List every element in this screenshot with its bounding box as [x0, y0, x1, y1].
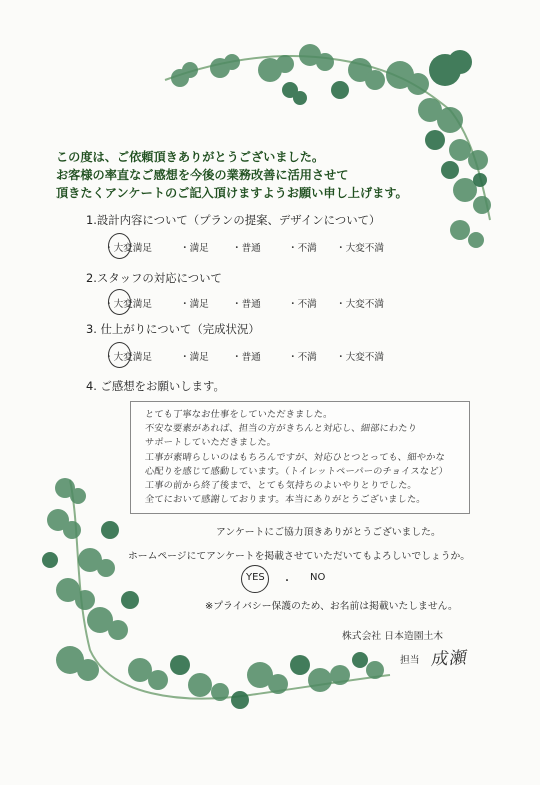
option-very-dissatisfied[interactable]: ・大変不満 [336, 243, 384, 254]
intro-line-1: この度は、ご依頼頂きありがとうございました。 [56, 150, 325, 164]
yes-label: YES [246, 572, 265, 583]
option-label: ・大変満足 [104, 299, 152, 310]
comment-line: サポートしていただきました。 [144, 437, 277, 448]
option-label: ・大変満足 [104, 352, 152, 363]
comment-line: 工事が素晴らしいのはもちろんですが、対応ひとつとっても、細やかな [144, 452, 446, 463]
intro-line-2: お客様の率直なご感想を今後の業務改善に活用させて [56, 168, 349, 182]
option-satisfied[interactable]: ・満足 [180, 352, 209, 363]
question-1-options [104, 240, 406, 254]
option-very-satisfied[interactable] [104, 240, 180, 254]
selection-circle [108, 342, 131, 368]
question-2-options [104, 296, 406, 310]
option-very-dissatisfied[interactable]: ・大変不満 [336, 352, 384, 363]
question-3-options [104, 349, 406, 363]
yes-option[interactable] [246, 572, 282, 587]
comment-line: 工事の前から終了後まで、とても気持ちのよいやりとりでした。 [144, 480, 418, 491]
selection-circle [108, 233, 131, 259]
homepage-permission-question: ホームページにてアンケートを掲載させていただいてもよろしいでしょうか。 [128, 551, 471, 562]
comment-line: とても丁寧なお仕事をしていただきました。 [144, 409, 334, 420]
question-3-label: 3. 仕上がりについて（完成状況） [86, 322, 260, 336]
thanks-message: アンケートにご協力頂きありがとうございました。 [216, 527, 441, 538]
question-4-label: 4. ご感想をお願いします。 [86, 379, 225, 393]
intro-message [56, 148, 456, 202]
option-dissatisfied[interactable]: ・不満 [288, 299, 317, 310]
privacy-note: ※プライバシー保護のため、お名前は掲載いたしません。 [205, 601, 458, 612]
question-2-label: 2.スタッフの対応について [86, 271, 222, 285]
option-satisfied[interactable]: ・満足 [180, 299, 209, 310]
option-very-satisfied[interactable] [104, 296, 180, 310]
option-satisfied[interactable]: ・満足 [180, 243, 209, 254]
comment-line: 不安な要素があれば、担当の方がきちんと対応し、細部にわたり [144, 423, 418, 434]
option-neutral[interactable]: ・普通 [232, 299, 261, 310]
option-dissatisfied[interactable]: ・不満 [288, 352, 317, 363]
selection-circle [108, 289, 131, 315]
company-name: 株式会社 日本造園土木 [342, 631, 444, 642]
option-neutral[interactable]: ・普通 [232, 243, 261, 254]
option-very-dissatisfied[interactable]: ・大変不満 [336, 299, 384, 310]
person-in-charge-label: 担当 [400, 655, 420, 666]
intro-line-3: 頂きたくアンケートのご記入頂けますようお願い申し上げます。 [56, 186, 408, 200]
no-option[interactable]: NO [310, 572, 326, 583]
comment-box[interactable] [130, 401, 470, 514]
option-neutral[interactable]: ・普通 [232, 352, 261, 363]
option-dissatisfied[interactable]: ・不満 [288, 243, 317, 254]
comment-line: 全てにおいて感謝しております。本当にありがとうございました。 [144, 494, 427, 505]
separator-dot: ・ [282, 576, 292, 587]
comment-line: 心配りを感じて感動しています。（トイレットペーパーのチョイスなど） [144, 466, 449, 477]
handwritten-signature: 成瀬 [429, 648, 470, 670]
yes-no-choice [246, 572, 325, 587]
option-label: ・大変満足 [104, 243, 152, 254]
selection-circle [241, 565, 269, 593]
option-very-satisfied[interactable] [104, 349, 180, 363]
question-1-label: 1.設計内容について（プランの提案、デザインについて） [86, 213, 381, 227]
